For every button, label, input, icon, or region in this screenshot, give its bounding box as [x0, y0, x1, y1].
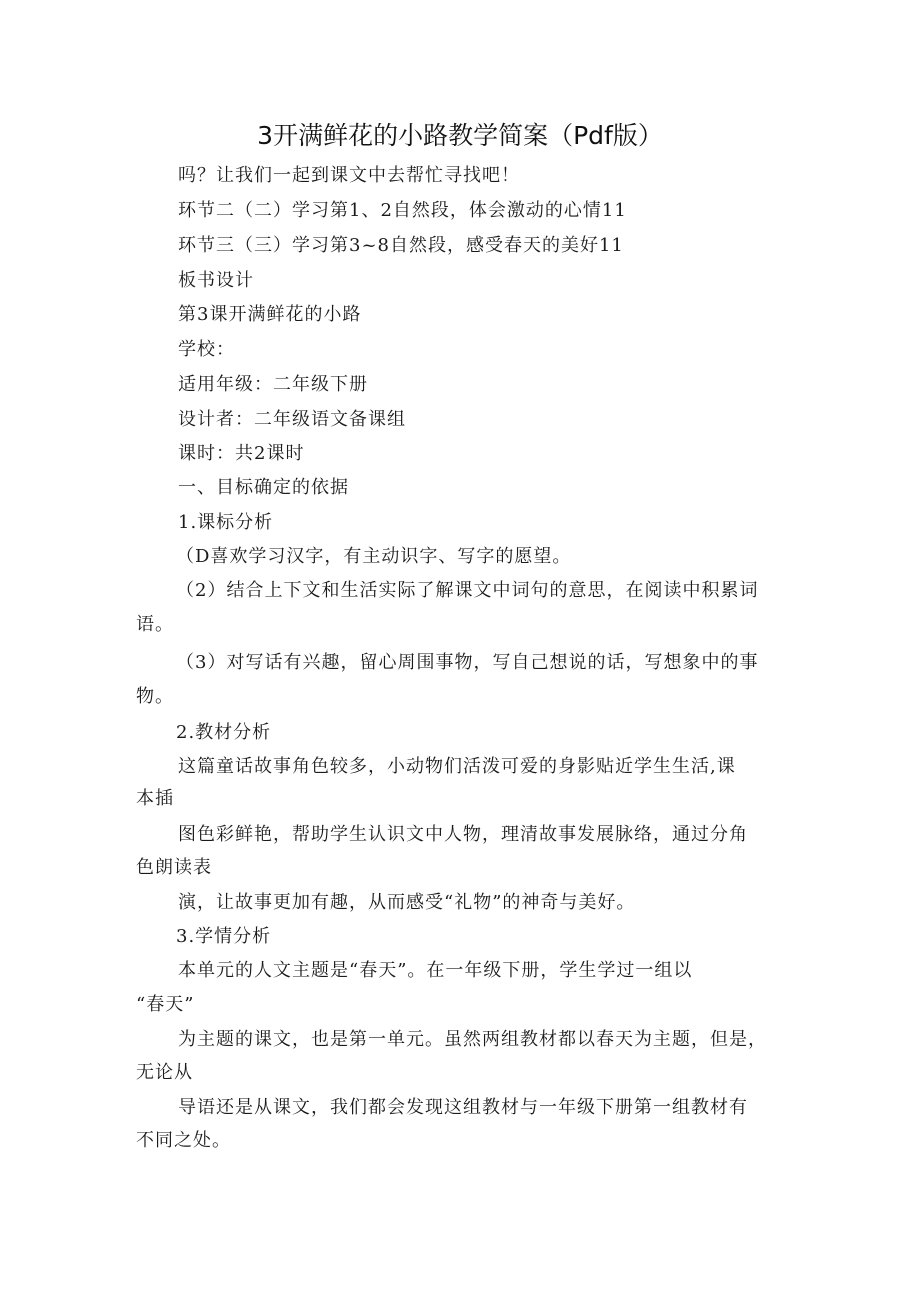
subsection-heading: 2.教材分析: [176, 722, 272, 743]
text-line: 设计者：二年级语文备课组: [178, 409, 406, 430]
text-line: （3）对写话有兴趣，留心周围事物，写自己想说的话，写想象中的事: [176, 652, 759, 673]
text-line: 演，让故事更加有趣，从而感受“礼物”的神奇与美好。: [178, 892, 636, 913]
text-line: 色朗读表: [136, 857, 212, 878]
text-line: 吗？让我们一起到课文中去帮忙寻找吧！: [178, 165, 520, 186]
text-line: 这篇童话故事角色较多，小动物们活泼可爱的身影贴近学生生活,课: [178, 756, 736, 777]
text-line: 第3课开满鲜花的小路: [178, 304, 362, 325]
text-line: 学校：: [178, 339, 235, 360]
text-line: （D喜欢学习汉字，有主动识字、写字的愿望。: [176, 546, 572, 567]
text-line: 课时：共2课时: [178, 443, 305, 464]
text-line: 为主题的课文，也是第一单元。虽然两组教材都以春天为主题，但是，: [178, 1029, 767, 1050]
text-line: 语。: [136, 614, 174, 635]
text-line: 本插: [136, 788, 174, 809]
text-line: “春天”: [136, 994, 195, 1015]
text-line: 环节三（三）学习第3~8自然段，感受春天的美好11: [178, 235, 624, 256]
document-title: 3开满鲜花的小路教学简案（Pdf版）: [257, 121, 663, 150]
text-line: 板书设计: [178, 270, 254, 291]
text-line: 无论从: [136, 1062, 193, 1083]
text-line: 适用年级：二年级下册: [178, 374, 368, 395]
subsection-heading: 3.学情分析: [176, 926, 272, 947]
text-line: 环节二（二）学习第1、2自然段，体会激动的心情11: [178, 200, 627, 221]
section-heading: 一、目标确定的依据: [178, 477, 349, 498]
text-line: 物。: [136, 686, 174, 707]
subsection-heading: 1.课标分析: [178, 512, 274, 533]
text-line: （2）结合上下文和生活实际了解课文中词句的意思，在阅读中积累词: [176, 580, 759, 601]
text-line: 导语还是从课文，我们都会发现这组教材与一年级下册第一组教材有: [178, 1097, 748, 1118]
text-line: 不同之处。: [136, 1130, 231, 1151]
text-line: 本单元的人文主题是“春天”。在一年级下册，学生学过一组以: [178, 960, 693, 981]
text-line: 图色彩鲜艳，帮助学生认识文中人物，理清故事发展脉络，通过分角: [178, 824, 748, 845]
